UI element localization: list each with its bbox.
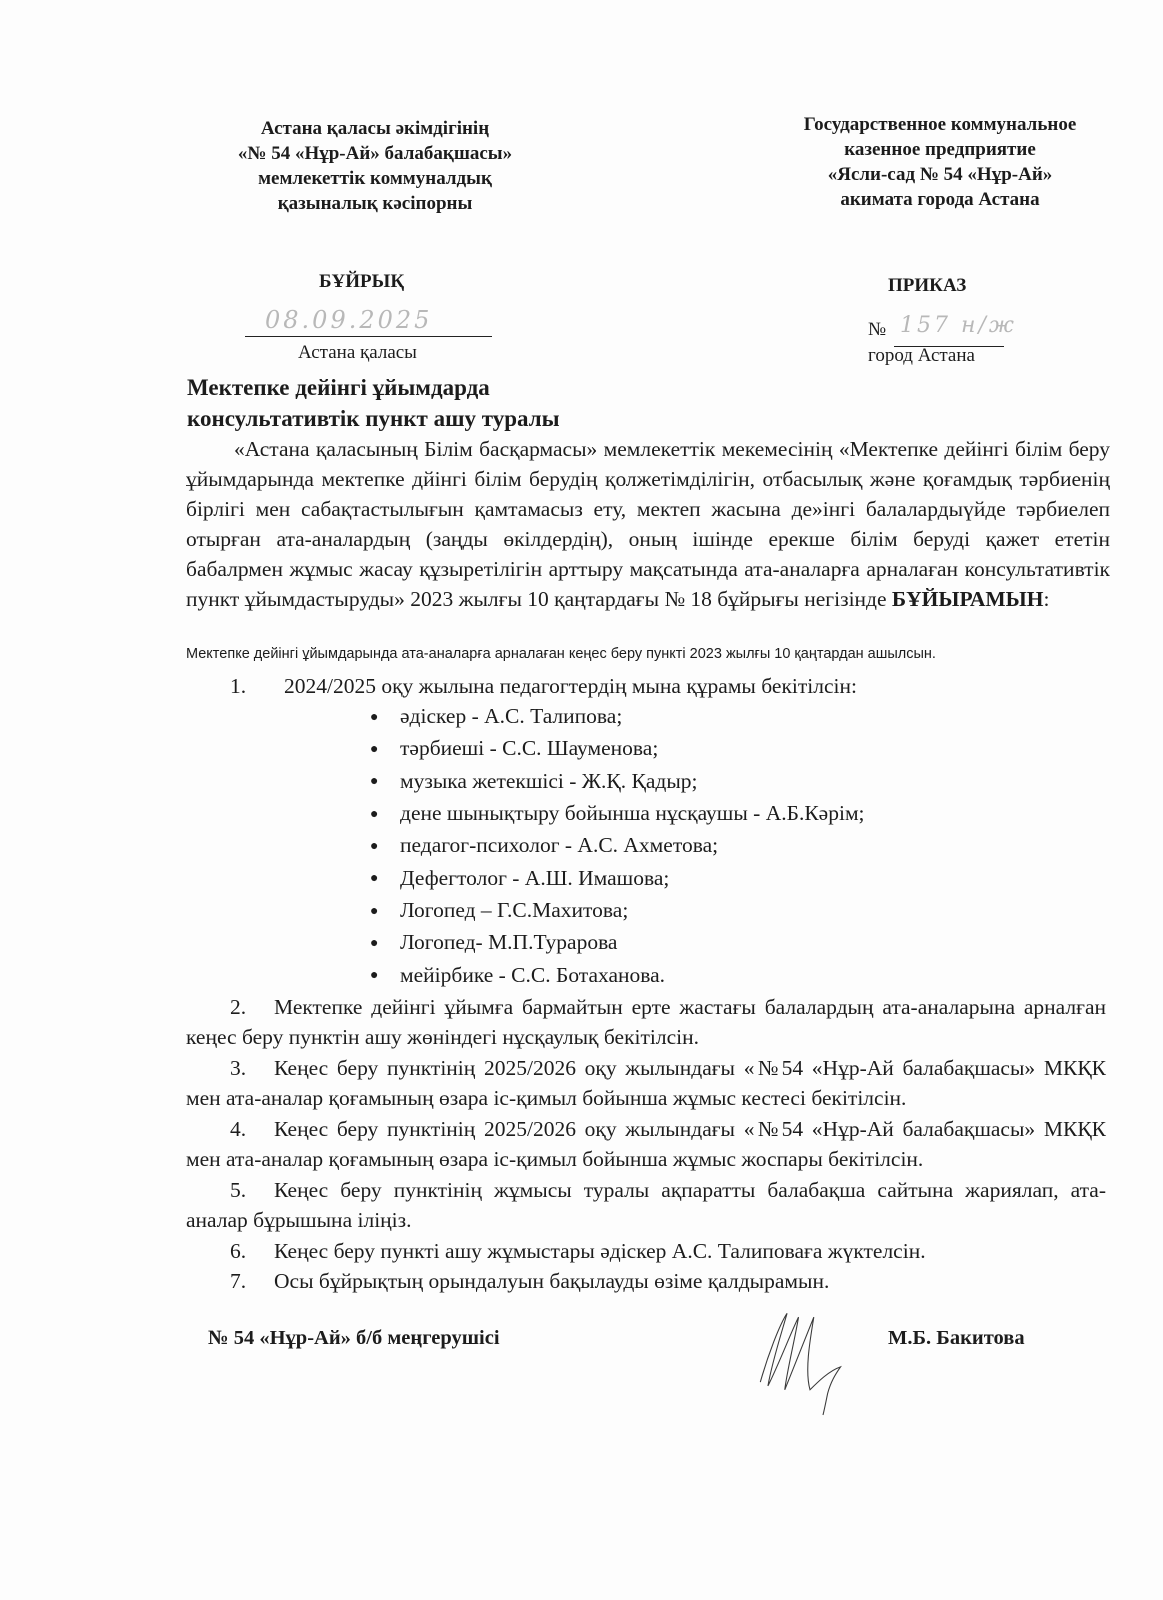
order-item (186, 1236, 1106, 1267)
order-title-kz: БҰЙРЫҚ (319, 271, 405, 292)
staff-text: әдіскер - А.С. Талипова; (400, 704, 623, 728)
order-item (186, 1114, 1106, 1175)
staff-item (370, 863, 1110, 895)
header-russian (760, 112, 1120, 212)
bullet-icon: ● (370, 774, 379, 790)
staff-list (186, 701, 1110, 992)
bullet-icon: ● (370, 709, 379, 725)
item-text: 2024/2025 оқу жылына педагогтердің мына құрамы бекітілсін: (284, 674, 857, 698)
staff-item (370, 830, 1110, 862)
preamble (186, 434, 1110, 614)
item-text: Мектепке дейінгі ұйымға бармайтын ерте жастағы балалардың ата-аналарына арналған кеңес беру пунктін ашу жөніндегі нұсқаулық бекітілсін. (186, 994, 1106, 1050)
staff-text: тәрбиеші - С.С. Шауменова; (400, 736, 659, 761)
bullet-icon: ● (370, 742, 379, 758)
staff-text: музыка жетекшісі - Ж.Қ. Қадыр; (400, 768, 698, 793)
staff-text: Дефегтолог - А.Ш. Имашова; (400, 865, 670, 890)
bullet-icon: ● (370, 968, 379, 984)
bullet-icon: ● (370, 806, 379, 822)
header-ru-line: «Ясли-сад № 54 «Нұр-Ай» (827, 164, 1053, 185)
order-item (186, 1266, 1106, 1297)
city-kz: Астана қаласы (298, 342, 417, 363)
document-body (0, 372, 1163, 1435)
command-suffix: : (1043, 587, 1050, 611)
order-title-ru: ПРИКАЗ (888, 275, 967, 296)
item-text: Кеңес беру пунктінің 2025/2026 оқу жылындағы «№54 «Нұр-Ай балабақшасы» МКҚК мен ата-аналар қоғамының өзара іс-қимыл бойынша жұмыс кестесі бекітілсін. (186, 1055, 1106, 1111)
item-number: 2. (230, 994, 247, 1019)
staff-item (370, 927, 1110, 959)
order-item (186, 992, 1106, 1053)
header-row (0, 0, 1163, 266)
item-number: 6. (230, 1238, 247, 1263)
staff-text: мейірбике - С.С. Ботаханова. (400, 962, 666, 987)
order-item (186, 1175, 1106, 1236)
bullet-icon: ● (370, 903, 379, 919)
staff-item (370, 701, 1110, 733)
date-line (245, 336, 492, 337)
header-ru-line: казенное предприятие (844, 139, 1036, 160)
handwritten-date: 08.09.2025 (265, 306, 433, 334)
staff-text: Логопед – Г.С.Махитова; (400, 897, 629, 922)
bullet-icon: ● (370, 936, 379, 951)
order-topic: Мектепке дейінгі ұйымдарда консультативтік пункт ашу туралы (187, 375, 560, 431)
staff-item (370, 766, 1110, 798)
signatory-role: № 54 «Нұр-Ай» б/б меңгерушісі (208, 1326, 500, 1349)
header-kz-line: Астана қаласы әкімдігінің (260, 118, 490, 139)
city-ru: город Астана (868, 345, 975, 366)
header-kazakh (200, 116, 550, 216)
header-ru-line: акимата города Астана (840, 189, 1040, 210)
item-text: Кеңес беру пунктінің жұмысы туралы ақпаратты балабақша сайтына жариялап, ата-аналар бұрышына іліңіз. (186, 1177, 1106, 1233)
staff-text: Логопед- М.П.Турарова (400, 930, 618, 955)
preamble-text: «Астана қаласының Білім басқармасы» мемлекеттік мекемесінің «Мектепке дейінгі білім беру ұйымдарында мектепке дйінгі білім берудің қолжетімділігін, отбасылық және қоғамдық тәрбиенің бірлігі мен сабақтастылығын қамтамасыз ету, мектеп жасына де»інгі балалардыүйде тәрбиелеп отырған ата-аналардың (заңды өкілдердің), оның ішінде ерекше білім беруді қажет ететін бабалрмен жұмыс жасау құзыретілігін арттыру мақсатында ата-аналарға арналаған консультативтік пункт ұйымдастыруды» 2023 жылғы 10 қаңтардағы № 18 бұйрығы негізінде (186, 437, 1110, 611)
item-text: Кеңес беру пункті ашу жұмыстары әдіскер А.С. Талиповаға жүктелсін. (274, 1238, 926, 1263)
command-word: БҰЙЫРАМЫН (891, 587, 1044, 611)
bullet-icon: ● (370, 839, 379, 855)
header-kz-line: мемлекеттік коммуналдық (258, 168, 492, 189)
signatory-name: М.Б. Бакитова (888, 1326, 1025, 1349)
order-number-prefix: № (868, 319, 887, 340)
order-item (186, 1053, 1106, 1114)
item-1 (186, 671, 1110, 701)
header-kz-line: «№ 54 «Нұр-Ай» балабақшасы» (237, 143, 513, 164)
signature-row (186, 1315, 1110, 1435)
staff-item (370, 895, 1110, 927)
item-number: 4. (230, 1116, 247, 1141)
order-row (0, 266, 1163, 372)
handwritten-number: 157 н/ж (900, 313, 1017, 338)
item-number: 7. (230, 1269, 247, 1294)
staff-item (370, 960, 1110, 992)
staff-text: педагог-психолог - А.С. Ахметова; (400, 833, 719, 858)
bullet-icon: ● (370, 871, 379, 887)
item-number: 1. (230, 674, 247, 698)
signature-icon (745, 1293, 875, 1433)
item-number: 5. (230, 1177, 247, 1202)
staff-item (370, 733, 1110, 765)
opening-note: Мектепке дейінгі ұйымдарында ата-аналарға арналаған кеңес беру пункті 2023 жылғы 10 қаңтардан ашылсын. (186, 646, 936, 662)
order-items (186, 992, 1106, 1297)
item-number: 3. (230, 1055, 247, 1080)
header-kz-line: қазыналық кәсіпорны (277, 193, 473, 214)
staff-text: дене шынықтыру бойынша нұсқаушы - А.Б.Кәрім; (400, 800, 865, 825)
staff-item (370, 798, 1110, 830)
item-text: Осы бұйрықтың орындалуын бақылауды өзіме қалдырамын. (274, 1269, 830, 1294)
item-text: Кеңес беру пунктінің 2025/2026 оқу жылындағы «№54 «Нұр-Ай балабақшасы» МКҚК мен ата-аналар қоғамының өзара іс-қимыл бойынша жұмыс жоспары бекітілсін. (186, 1116, 1106, 1172)
header-ru-line: Государственное коммунальное (803, 114, 1077, 135)
